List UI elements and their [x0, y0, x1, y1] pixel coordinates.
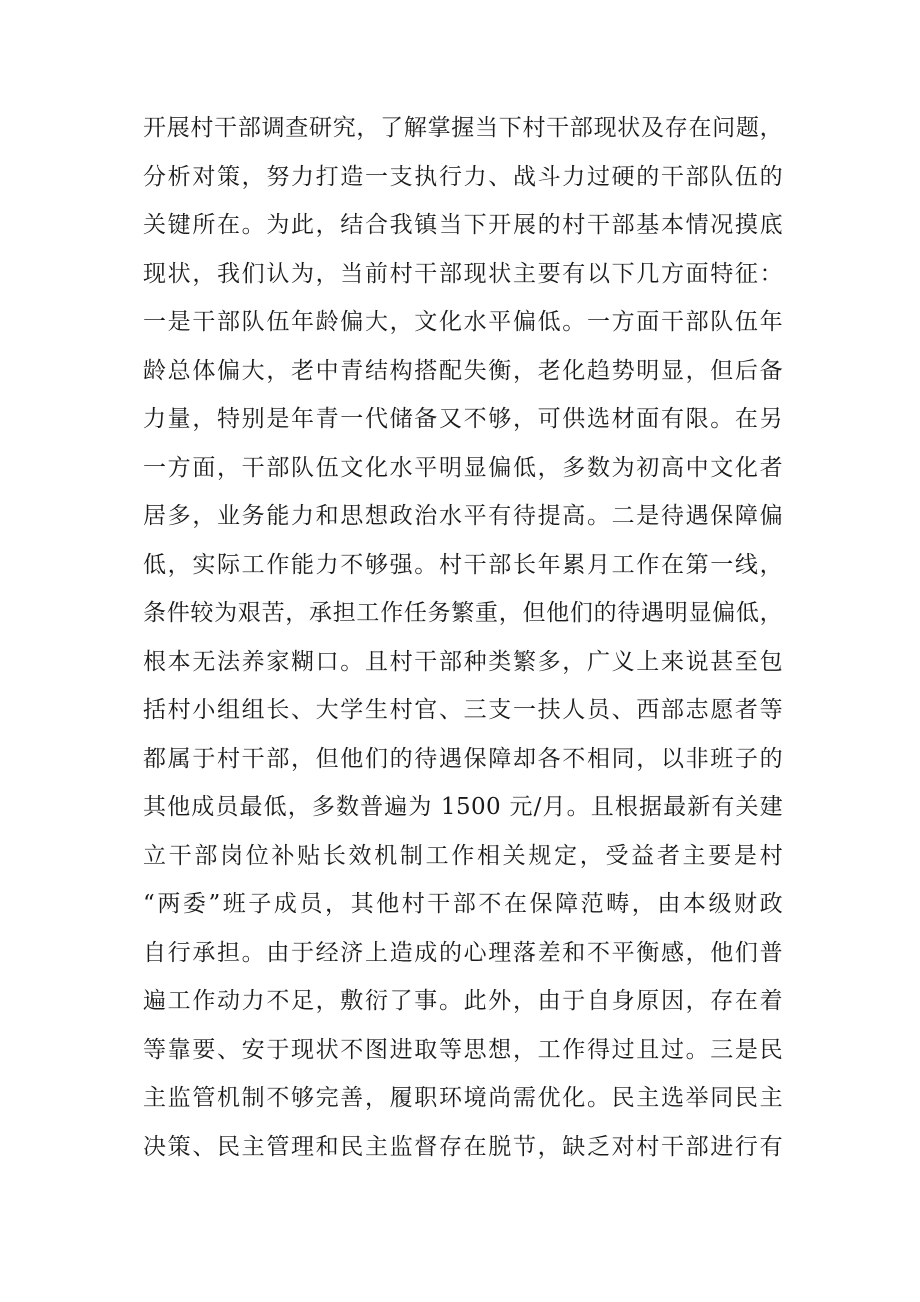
text-line: 分析对策，努力打造一支执行力、战斗力过硬的干部队伍的	[143, 163, 783, 190]
text-line: 主监管机制不够完善，履职环境尚需优化。民主选举同民主	[143, 1085, 783, 1111]
text-line: 括村小组组长、大学生村官、三支一扶人员、西部志愿者等	[143, 697, 783, 723]
text-line: 遍工作动力不足，敷衍了事。此外，由于自身原因，存在着	[143, 988, 783, 1014]
text-line: 力量，特别是年青一代储备又不够，可供选材面有限。在另	[143, 406, 783, 432]
text-line: 低，实际工作能力不够强。村干部长年累月工作在第一线，	[143, 551, 783, 578]
text-line: “两委”班子成员，其他村干部不在保障范畴，由本级财政	[143, 891, 783, 917]
text-line: 开展村干部调查研究，了解掌握当下村干部现状及存在问题，	[143, 115, 783, 141]
text-line: 自行承担。由于经济上造成的心理落差和不平衡感，他们普	[143, 939, 783, 966]
text-line: 决策、民主管理和民主监督存在脱节，缺乏对村干部进行有	[143, 1133, 783, 1160]
text-line: 一方面，干部队伍文化水平明显偏低，多数为初高中文化者	[143, 454, 783, 481]
text-line: 现状，我们认为，当前村干部现状主要有以下几方面特征：	[143, 260, 783, 287]
body-paragraph	[143, 104, 783, 1171]
text-line: 等靠要、安于现状不图进取等思想，工作得过且过。三是民	[143, 1036, 783, 1063]
text-line: 关键所在。为此，结合我镇当下开展的村干部基本情况摸底	[143, 212, 783, 238]
text-line: 一是干部队伍年龄偏大，文化水平偏低。一方面干部队伍年	[143, 309, 783, 335]
text-line: 根本无法养家糊口。且村干部种类繁多，广义上来说甚至包	[143, 648, 783, 675]
text-line: 龄总体偏大，老中青结构搭配失衡，老化趋势明显，但后备	[143, 357, 783, 384]
text-line: 居多，业务能力和思想政治水平有待提高。二是待遇保障偏	[143, 503, 783, 529]
text-line: 都属于村干部，但他们的待遇保障却各不相同，以非班子的	[143, 745, 783, 772]
text-line: 其他成员最低，多数普遍为 1500 元/月。且根据最新有关建	[143, 794, 783, 820]
text-line: 立干部岗位补贴长效机制工作相关规定，受益者主要是村	[143, 842, 783, 869]
text-line: 条件较为艰苦，承担工作任务繁重，但他们的待遇明显偏低，	[143, 600, 783, 626]
